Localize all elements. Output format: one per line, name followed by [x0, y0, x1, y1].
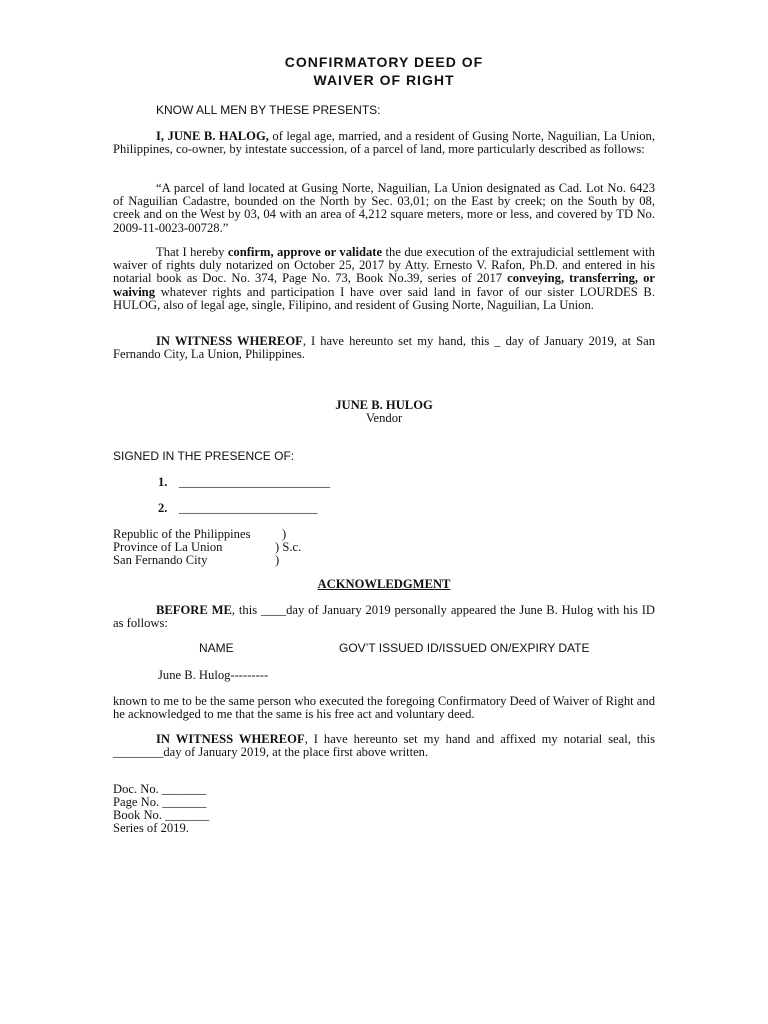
- paragraph-witness-whereof: IN WITNESS WHEREOF, I have hereunto set my hand, this _ day of January 2019, at San Fernando City, La Union, Philippines.: [113, 334, 655, 362]
- venue-city: San Fernando City: [113, 553, 208, 567]
- id-entry: June B. Hulog---------: [158, 668, 269, 682]
- signed-presence-label: SIGNED IN THE PRESENCE OF:: [113, 449, 295, 463]
- witness-line-1: ________________________: [179, 475, 331, 489]
- notarial-doc-no: Doc. No. _______: [113, 782, 207, 796]
- signatory-role: Vendor: [365, 411, 403, 425]
- conveying-bold: conveying, transferring, or waiving: [113, 271, 655, 299]
- document-title-line-2: WAIVER OF RIGHT: [313, 72, 455, 88]
- signatory-name: JUNE B. HULOG: [335, 398, 433, 412]
- witness-line-2: ______________________: [179, 501, 318, 515]
- intro-heading: KNOW ALL MEN BY THESE PRESENTS:: [156, 103, 381, 117]
- acknowledgment-heading: ACKNOWLEDGMENT: [317, 577, 451, 591]
- notarial-series: Series of 2019.: [113, 821, 189, 835]
- paragraph-declarant: [113, 130, 655, 156]
- declarant-text: of legal age, married, and a resident of Gusing Norte, Naguilian, La Union, Philippines, co-owner, by intestate succession, of a parcel of land, more particularly described as follows:: [113, 129, 656, 157]
- declarant-name: I, JUNE B. HALOG,: [156, 129, 269, 143]
- column-header-id: GOV’T ISSUED ID/ISSUED ON/EXPIRY DATE: [339, 641, 590, 655]
- venue-republic: Republic of the Philippines: [113, 527, 251, 541]
- venue-province-bracket: ) S.c.: [275, 540, 302, 554]
- notarial-book-no: Book No. _______: [113, 808, 210, 822]
- property-description: “A parcel of land located at Gusing Norte, Naguilian, La Union designated as Cad. Lot No. 6423 of Naguilian Cadastre, bounded on the North by Sec. 03,01; on the East by creek; on the South by 08, creek and on the West by 03, 04 with an area of 4,212 square meters, more or less, and covered by TD No. 2009-11-0023-00728.”: [113, 181, 655, 235]
- venue-republic-bracket: ): [282, 527, 287, 541]
- paragraph-confirmation: That I hereby confirm, approve or validate the due execution of the extrajudicial settlement with waiver of rights duly notarized on October 25, 2017 by Atty. Ernesto V. Rafon, Ph.D. and entered in his notarial book as Doc. No. 374, Page No. 73, Book No.39, series of 2017 conveying, transferring, or waiving whatever rights and participation I have over said land in favor of our sister LOURDES B. HULOG, also of legal age, single, Filipino, and resident of Gusing Norte, Naguilian, La Union.: [113, 245, 655, 312]
- confirm-bold: confirm, approve or validate: [227, 245, 383, 259]
- venue-province: Province of La Union: [113, 540, 223, 554]
- paragraph-notary-witness: IN WITNESS WHEREOF, I have hereunto set my hand and affixed my notarial seal, this ________day of January 2019, at the place first above written.: [113, 732, 655, 760]
- witness-number-2: 2.: [158, 501, 168, 515]
- witness-number-1: 1.: [158, 475, 168, 489]
- column-header-name: NAME: [199, 641, 234, 655]
- paragraph-known-to-me: known to me to be the same person who executed the foregoing Confirmatory Deed of Waiver of Right and he acknowledged to me that the same is his free act and voluntary deed.: [113, 694, 655, 722]
- venue-city-bracket: ): [275, 553, 280, 567]
- document-title-line-1: CONFIRMATORY DEED OF: [284, 54, 484, 70]
- paragraph-before-me: BEFORE ME, this ____day of January 2019 personally appeared the June B. Hulog with his ID as follows:: [113, 603, 656, 631]
- notarial-page-no: Page No. _______: [113, 795, 207, 809]
